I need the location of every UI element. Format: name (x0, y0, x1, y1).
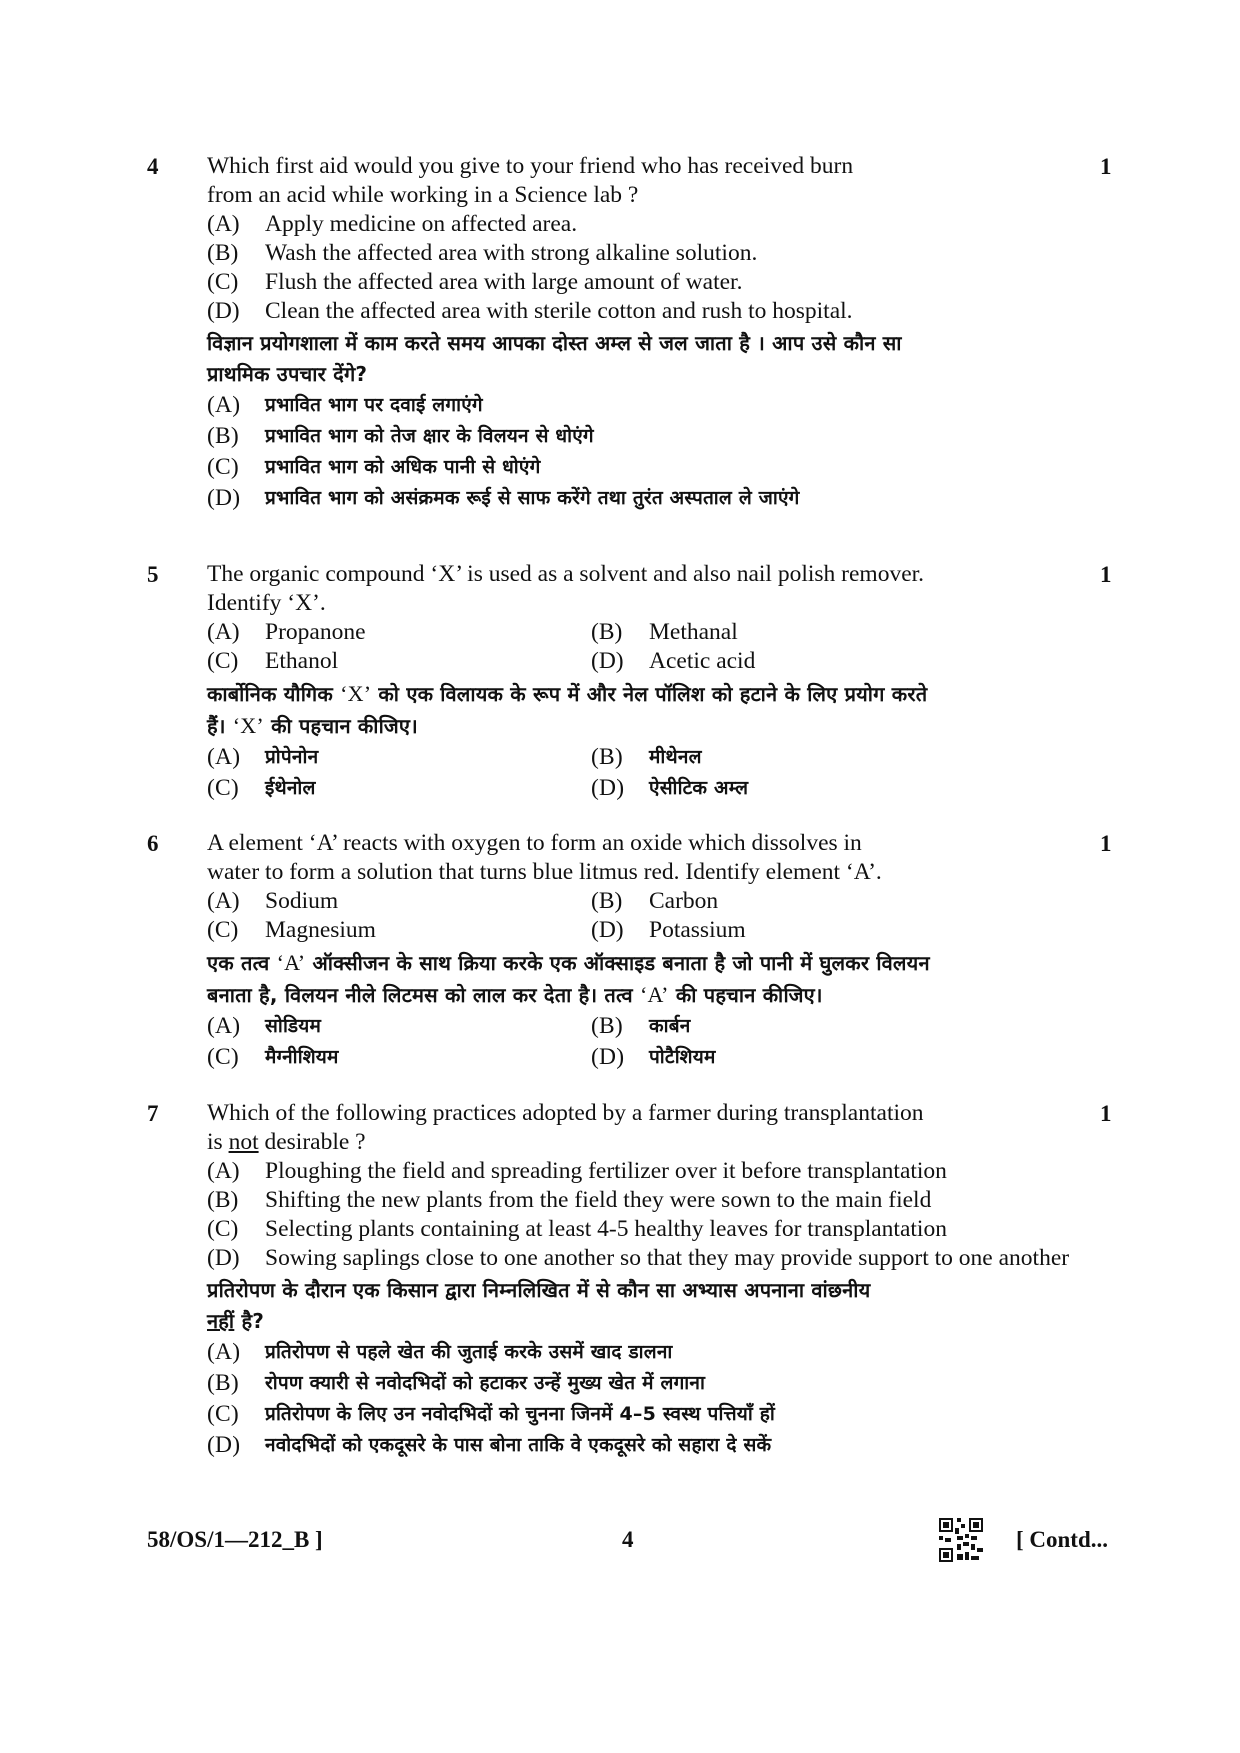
question-marks: 1 (1100, 1101, 1112, 1126)
option-c-hi: (C) ईथेनोल (207, 775, 316, 801)
question-text-en: A element ‘A’ reacts with oxygen to form an oxide which dissolves in water to form a solution that turns blue litmus red. Identify element ‘A’. (207, 830, 882, 885)
options-row-ab-en (207, 618, 1077, 647)
options-row-cd-en (207, 647, 1077, 676)
option-b-en: (B) Methanal (591, 619, 738, 645)
options-row-cd-en (207, 916, 1077, 945)
question-number: 4 (147, 154, 159, 179)
option-d-en: (D) Sowing saplings close to one another so that they may provide support to one another (207, 1245, 1070, 1271)
continued-label: [ Contd... (1016, 1527, 1109, 1552)
option-a-en: (A) Sodium (207, 888, 339, 914)
option-b-en: (B) Shifting the new plants from the field they were sown to the main field (207, 1187, 932, 1213)
option-c-en: (C) Selecting plants containing at least 4-5 healthy leaves for transplantation (207, 1216, 947, 1242)
question-number: 7 (147, 1101, 159, 1126)
option-a-hi: (A) सोडियम (207, 1013, 322, 1039)
options-row-ab-hi (207, 1011, 1077, 1042)
question-number: 6 (147, 831, 159, 856)
question-marks: 1 (1100, 562, 1112, 587)
question-body (207, 829, 1077, 1073)
option-d-en: (D) Clean the affected area with sterile cotton and rush to hospital. (207, 298, 853, 324)
option-b-hi: (B) रोपण क्यारी से नवोदभिदों को हटाकर उन्हें मुख्य खेत में लगाना (207, 1370, 706, 1396)
option-c-en: (C) Ethanol (207, 648, 339, 674)
qr-code-icon (937, 1516, 985, 1564)
option-d-hi: (D) ऐसीटिक अम्ल (591, 775, 749, 801)
option-a-en: (A) Ploughing the field and spreading fertilizer over it before transplantation (207, 1158, 947, 1184)
option-c-hi: (C) प्रभावित भाग को अधिक पानी से धोएंगे (207, 454, 541, 480)
option-a-hi: (A) प्रभावित भाग पर दवाई लगाएंगे (207, 392, 483, 418)
options-row-ab-hi (207, 742, 1077, 773)
option-d-en: (D) Potassium (591, 917, 746, 943)
option-b-hi: (B) कार्बन (591, 1013, 691, 1039)
option-a-en: (A) Propanone (207, 619, 366, 645)
page-number: 4 (622, 1527, 634, 1552)
question-number: 5 (147, 562, 159, 587)
question-body (207, 560, 1077, 804)
paper-code: 58/OS/1—212_B ] (147, 1527, 323, 1552)
question-body (207, 152, 1077, 514)
options-row-cd-hi (207, 1042, 1077, 1073)
option-c-en: (C) Magnesium (207, 917, 376, 943)
question-body (207, 1099, 1077, 1461)
option-b-en: (B) Wash the affected area with strong alkaline solution. (207, 240, 758, 266)
option-d-hi: (D) नवोदभिदों को एकदूसरे के पास बोना ताकि वे एकदूसरे को सहारा दे सकें (207, 1432, 772, 1458)
options-row-ab-en (207, 887, 1077, 916)
question-text-en: Which of the following practices adopted by a farmer during transplantation is not desirable ? (207, 1100, 924, 1155)
options-row-cd-hi (207, 773, 1077, 804)
question-text-hi: प्रतिरोपण के दौरान एक किसान द्वारा निम्नलिखित में से कौन सा अभ्यास अपनाना वांछनीय नहीं है? (207, 1278, 871, 1333)
option-d-hi: (D) प्रभावित भाग को असंक्रमक रूई से साफ करेंगे तथा तुरंत अस्पताल ले जाएंगे (207, 485, 800, 511)
option-b-hi: (B) मीथेनल (591, 744, 702, 770)
question-text-hi: एक तत्व ‘A’ ऑक्सीजन के साथ क्रिया करके एक ऑक्साइड बनाता है जो पानी में घुलकर विलयन बनाता है, विलयन नीले लिटमस को लाल कर देता है। तत्व ‘A’ की पहचान कीजिए। (207, 950, 930, 1007)
question-text-en: The organic compound ‘X’ is used as a solvent and also nail polish remover. Identify ‘X’. (207, 561, 925, 616)
question-marks: 1 (1100, 831, 1112, 856)
question-text-hi: विज्ञान प्रयोगशाला में काम करते समय आपका दोस्त अम्ल से जल जाता है । आप उसे कौन सा प्राथमिक उपचार देंगे? (207, 331, 902, 386)
option-a-hi: (A) प्रोपेनोन (207, 744, 319, 770)
option-c-en: (C) Flush the affected area with large amount of water. (207, 269, 743, 295)
option-d-hi: (D) पोटैशियम (591, 1044, 716, 1070)
question-marks: 1 (1100, 154, 1112, 179)
question-text-hi: कार्बोनिक यौगिक ‘X’ को एक विलायक के रूप में और नेल पॉलिश को हटाने के लिए प्रयोग करते हैं। ‘X’ की पहचान कीजिए। (207, 681, 928, 738)
option-b-en: (B) Carbon (591, 888, 719, 914)
option-b-hi: (B) प्रभावित भाग को तेज क्षार के विलयन से धोएंगे (207, 423, 594, 449)
option-c-hi: (C) मैग्नीशियम (207, 1044, 339, 1070)
option-c-hi: (C) प्रतिरोपण के लिए उन नवोदभिदों को चुनना जिनमें 4–5 स्वस्थ पत्तियाँ हों (207, 1401, 775, 1427)
option-a-hi: (A) प्रतिरोपण से पहले खेत की जुताई करके उसमें खाद डालना (207, 1339, 673, 1365)
question-text-en: Which first aid would you give to your friend who has received burn from an acid while working in a Science lab ? (207, 153, 854, 208)
option-a-en: (A) Apply medicine on affected area. (207, 211, 578, 237)
option-d-en: (D) Acetic acid (591, 648, 756, 674)
